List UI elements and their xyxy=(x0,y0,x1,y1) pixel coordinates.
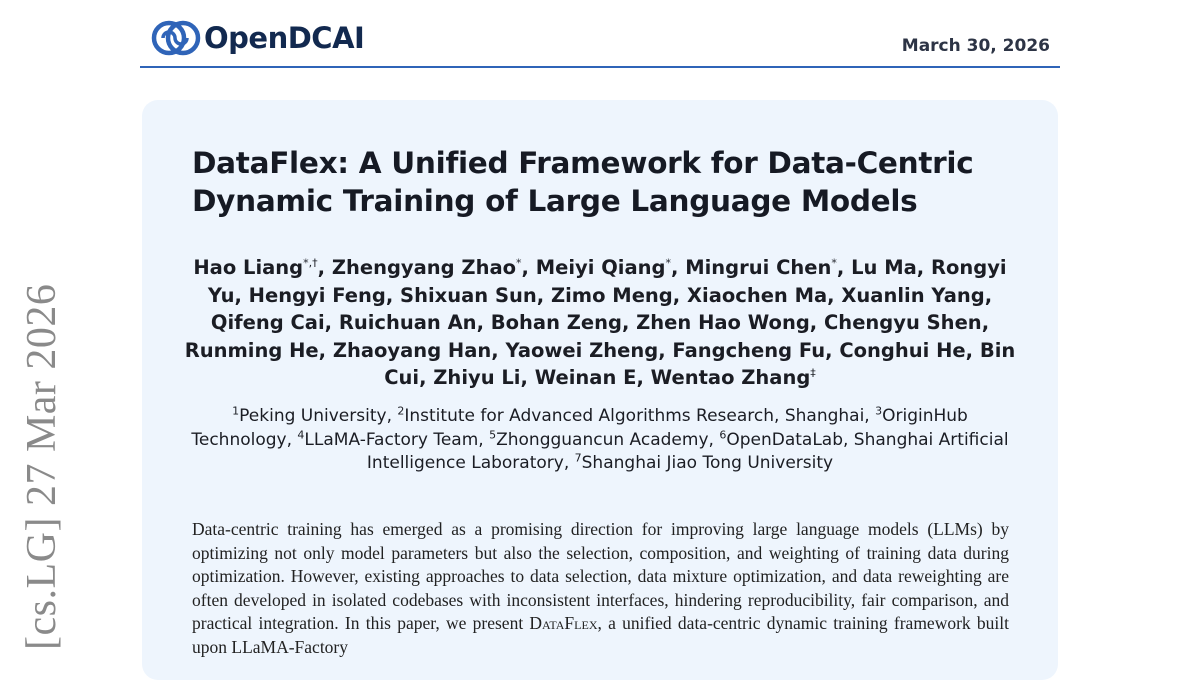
affiliation-name: OpenDataLab, Shanghai Artificial Intelligence Laboratory xyxy=(366,429,1009,473)
author-name-text: Bohan Zeng xyxy=(490,311,622,334)
affiliation-name: Peking University xyxy=(239,406,387,426)
author-name-text: Zimo Meng xyxy=(550,283,673,307)
author-name xyxy=(651,366,816,389)
abstract-text: , a unified data-centric dynamic training framework built upon LLaMA-Factory xyxy=(192,613,1009,657)
author-mark: * xyxy=(516,256,522,270)
author-name xyxy=(333,339,491,362)
author-name-text: Mingrui Chen xyxy=(685,256,832,279)
author-name-text: Zhaoyang Han xyxy=(332,338,492,362)
author-name-text: Zhengyang Zhao xyxy=(331,256,517,279)
logo-text: OpenDCAI xyxy=(204,21,365,55)
author-name-text: Hengyi Feng xyxy=(248,283,386,307)
author-name-text: Rongyi Yu xyxy=(207,256,1007,307)
author-name-text: Xiaochen Ma xyxy=(686,283,828,307)
author-list: Hao Liang*,†, Zhengyang Zhao*, Meiyi Qiang*, Mingrui Chen*, Lu Ma, Rongyi Yu, Hengyi Feng, Shixuan Sun, Zimo Meng, Xiaochen Ma, Xuanlin Yang, Qifeng Cai, Ruichuan An, Bohan Zeng, Zhen Hao Wong, Chengyu Shen, Runming He, Zhaoyang Han, Yaowei Zheng, Fangcheng Fu, Conghui He, Bin Cui, Zhiyu Li, Weinan E, Wentao Zhang‡ xyxy=(184,256,1016,389)
framework-name: DataFlex xyxy=(529,613,598,634)
affiliation-number: 4 xyxy=(297,427,305,441)
author-name-text: Lu Ma xyxy=(851,256,917,279)
author-name xyxy=(824,311,982,334)
author-name-text: Meiyi Qiang xyxy=(535,256,666,279)
affiliation xyxy=(297,427,479,450)
publication-date: March 30, 2026 xyxy=(901,36,1050,56)
affiliation-name: LLaMA-Factory Team xyxy=(304,429,479,450)
author-name xyxy=(491,311,622,334)
affiliation-number: 2 xyxy=(397,404,405,418)
author-name xyxy=(536,256,671,279)
opendcai-logo[interactable] xyxy=(150,14,364,62)
author-name-text: Zhiyu Li xyxy=(433,366,521,389)
author-name-text: Wentao Zhang xyxy=(650,366,811,389)
affiliation xyxy=(575,453,833,473)
author-name xyxy=(672,339,825,362)
author-name-text: Qifeng Cai xyxy=(210,311,325,334)
author-name xyxy=(400,284,537,307)
abstract-text: Data-centric training has emerged as a promising direction for improving large language models (LLMs) by optimizing not only model parameters but also the selection, composition, and weighting of training data during optimization. However, existing approaches to data selection, data mixture optimization, and data reweighting are often developed in isolated codebases with inconsistent interfaces, hindering reproducibility, fair comparison, and practical integration. In this paper, we present xyxy=(192,519,1009,634)
author-name xyxy=(185,339,319,362)
affiliation-name: Institute for Advanced Algorithms Research, Shanghai xyxy=(404,406,865,426)
author-mark: *,† xyxy=(303,256,318,270)
affiliation-number: 7 xyxy=(574,451,582,465)
author-name-text: Xuanlin Yang xyxy=(841,283,985,307)
author-name-text: Shixuan Sun xyxy=(400,283,537,307)
affiliation-name: Zhongguancun Academy xyxy=(496,429,709,450)
author-name-text: Yaowei Zheng xyxy=(505,338,659,362)
author-name xyxy=(535,366,637,389)
author-name xyxy=(551,284,673,307)
opendcai-logo-icon xyxy=(150,15,202,61)
author-name-text: Bin Cui xyxy=(384,338,1016,389)
affiliation xyxy=(397,406,864,426)
author-name xyxy=(841,284,984,307)
author-mark: ‡ xyxy=(810,366,816,380)
abstract xyxy=(192,518,1009,660)
paper-title xyxy=(192,144,1032,220)
author-name xyxy=(433,366,520,389)
author-name xyxy=(636,311,810,334)
author-name xyxy=(339,311,477,334)
affiliation-name: OriginHub Technology xyxy=(191,406,968,450)
arxiv-side-stamp: [cs.LG] 27 Mar 2026 xyxy=(19,283,65,650)
author-name xyxy=(687,284,827,307)
author-name-text: Ruichuan An xyxy=(338,311,477,334)
affiliation xyxy=(489,427,709,450)
author-name-text: Hao Liang xyxy=(193,256,304,279)
author-name-text: Chengyu Shen xyxy=(824,311,982,334)
affiliation-number: 5 xyxy=(489,427,497,441)
author-name xyxy=(249,284,386,307)
author-name-text: Conghui He xyxy=(839,338,966,362)
author-name xyxy=(193,256,317,279)
page-header xyxy=(140,8,1060,68)
author-name-text: Fangcheng Fu xyxy=(672,338,826,362)
title-line: DataFlex: A Unified Framework for Data-Centric xyxy=(192,146,974,180)
author-mark: * xyxy=(831,256,837,270)
author-name xyxy=(332,256,522,279)
author-name-text: Weinan E xyxy=(534,366,637,389)
author-name xyxy=(839,339,965,362)
author-mark: * xyxy=(665,256,671,270)
author-name-text: Runming He xyxy=(184,338,319,362)
author-name xyxy=(685,256,837,279)
author-name-text: Zhen Hao Wong xyxy=(636,311,810,334)
affiliation-number: 3 xyxy=(875,404,883,418)
affiliation-number: 6 xyxy=(719,427,727,441)
paper-front-card xyxy=(142,100,1058,680)
affiliation xyxy=(232,406,386,426)
affiliation-name: Shanghai Jiao Tong University xyxy=(581,453,834,473)
affiliation-number: 1 xyxy=(232,404,240,418)
author-name xyxy=(851,256,917,279)
title-line: Dynamic Training of Large Language Models xyxy=(192,184,918,218)
author-name xyxy=(506,339,659,362)
author-name xyxy=(211,311,325,334)
affiliation-list: $^1$Peking University, $^2$Institute for Advanced Algorithms Research, Shanghai, $^3$OriginHub Technology, $^4$LLaMA-Factory Team, $^5$Zhongguancun Academy, $^6$OpenDataLab, Shanghai Artificial Intelligence Laboratory, $^7$Shanghai Jiao Tong University xyxy=(191,404,1009,473)
